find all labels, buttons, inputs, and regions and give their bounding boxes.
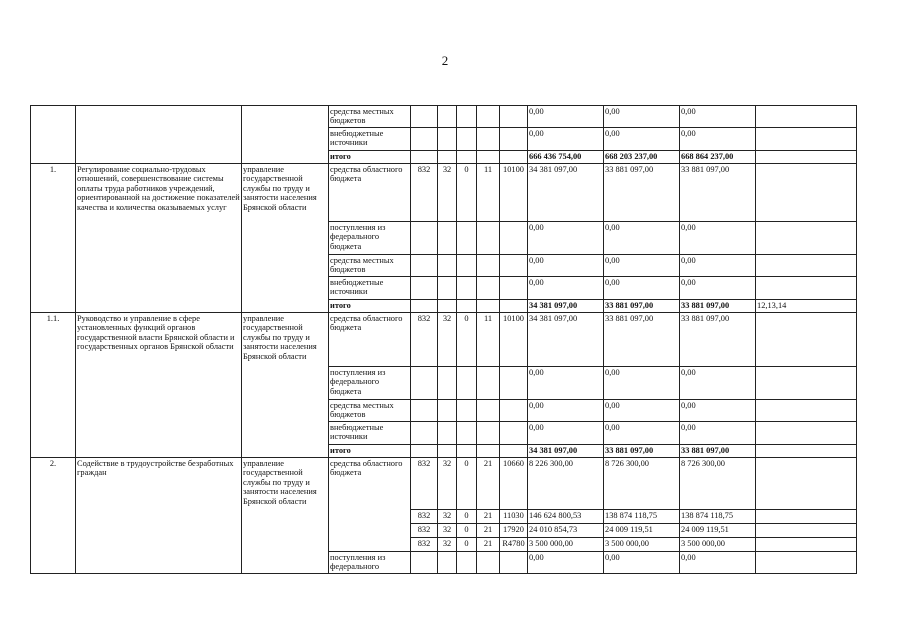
page-number: 2 [441, 53, 449, 68]
code-program: 32 [438, 524, 457, 538]
amount-year1: 0,00 [528, 128, 604, 151]
executor: управление государственной службы по труду и занятости населения Брянской области [242, 164, 329, 313]
amount-year1: 24 010 854,73 [528, 524, 604, 538]
code-event: 21 [477, 458, 500, 510]
amount-year3: 0,00 [680, 128, 756, 151]
amount-year2: 24 009 119,51 [604, 524, 680, 538]
total-year1: 34 381 097,00 [528, 300, 604, 313]
code-subprogram: 0 [457, 538, 477, 552]
indicator-refs: 12,13,14 [756, 300, 857, 313]
amount-year1: 0,00 [528, 552, 604, 574]
amount-year1: 146 624 800,53 [528, 510, 604, 524]
code-program: 32 [438, 538, 457, 552]
code-subprogram: 0 [457, 313, 477, 367]
code-subprogram: 0 [457, 164, 477, 222]
code-direction: 11030 [500, 510, 528, 524]
funding-source: средства областного бюджета [329, 313, 411, 367]
amount-year1: 34 381 097,00 [528, 164, 604, 222]
funding-source: поступления из федерального бюджета [329, 222, 411, 255]
amount-year3: 138 874 118,75 [680, 510, 756, 524]
amount-year3: 8 726 300,00 [680, 458, 756, 510]
amount-year1: 0,00 [528, 106, 604, 128]
code-program: 32 [438, 313, 457, 367]
code-grbs: 832 [411, 313, 438, 367]
total-year2: 33 881 097,00 [604, 445, 680, 458]
funding-source: внебюджетные источники [329, 128, 411, 151]
row-number: 1.1. [31, 313, 76, 458]
table-row [31, 458, 857, 510]
code-grbs: 832 [411, 458, 438, 510]
total-year1: 34 381 097,00 [528, 445, 604, 458]
total-year2: 668 203 237,00 [604, 151, 680, 164]
total-year3: 668 864 237,00 [680, 151, 756, 164]
amount-year3: 0,00 [680, 222, 756, 255]
amount-year3: 0,00 [680, 422, 756, 445]
total-year1: 666 436 754,00 [528, 151, 604, 164]
amount-year1: 34 381 097,00 [528, 313, 604, 367]
table-row [31, 313, 857, 367]
measure-title: Регулирование социально-трудовых отношений, совершенствование системы оплаты труда работников учреждений, ориентированной на достижение показателей качества и количества оказываемых услуг [76, 164, 242, 313]
amount-year1: 0,00 [528, 255, 604, 277]
code-program: 32 [438, 164, 457, 222]
amount-year1: 0,00 [528, 367, 604, 400]
code-direction: 10100 [500, 164, 528, 222]
code-subprogram: 0 [457, 524, 477, 538]
funding-source: средства областного бюджета [329, 458, 411, 552]
measure-title: Содействие в трудоустройстве безработных граждан [76, 458, 242, 574]
funding-source: средства местных бюджетов [329, 106, 411, 128]
amount-year2: 138 874 118,75 [604, 510, 680, 524]
amount-year1: 0,00 [528, 222, 604, 255]
amount-year2: 0,00 [604, 106, 680, 128]
code-event: 11 [477, 164, 500, 222]
amount-year1: 8 226 300,00 [528, 458, 604, 510]
amount-year1: 0,00 [528, 422, 604, 445]
table-row [31, 164, 857, 222]
funding-source: средства областного бюджета [329, 164, 411, 222]
amount-year2: 0,00 [604, 277, 680, 300]
amount-year3: 0,00 [680, 367, 756, 400]
amount-year1: 0,00 [528, 277, 604, 300]
amount-year3: 0,00 [680, 106, 756, 128]
amount-year3: 3 500 000,00 [680, 538, 756, 552]
total-year2: 33 881 097,00 [604, 300, 680, 313]
amount-year2: 0,00 [604, 422, 680, 445]
total-year3: 33 881 097,00 [680, 445, 756, 458]
amount-year2: 8 726 300,00 [604, 458, 680, 510]
amount-year1: 3 500 000,00 [528, 538, 604, 552]
total-year3: 33 881 097,00 [680, 300, 756, 313]
amount-year2: 0,00 [604, 255, 680, 277]
measure-title: Руководство и управление в сфере установленных функций органов государственной власти Брянской области и государственных органов Брянской области [76, 313, 242, 458]
row-number: 1. [31, 164, 76, 313]
code-grbs: 832 [411, 164, 438, 222]
executor: управление государственной службы по труду и занятости населения Брянской области [242, 313, 329, 458]
code-event: 21 [477, 538, 500, 552]
amount-year3: 24 009 119,51 [680, 524, 756, 538]
row-number: 2. [31, 458, 76, 574]
amount-year2: 0,00 [604, 222, 680, 255]
code-event: 21 [477, 510, 500, 524]
funding-source: средства местных бюджетов [329, 400, 411, 422]
code-direction: 10660 [500, 458, 528, 510]
amount-year3: 33 881 097,00 [680, 164, 756, 222]
code-grbs: 832 [411, 510, 438, 524]
amount-year3: 0,00 [680, 277, 756, 300]
funding-source: внебюджетные источники [329, 277, 411, 300]
amount-year2: 0,00 [604, 128, 680, 151]
amount-year2: 0,00 [604, 367, 680, 400]
amount-year3: 0,00 [680, 255, 756, 277]
budget-table [30, 105, 857, 574]
funding-source: внебюджетные источники [329, 422, 411, 445]
funding-source: поступления из федерального бюджета [329, 367, 411, 400]
amount-year2: 3 500 000,00 [604, 538, 680, 552]
amount-year2: 0,00 [604, 400, 680, 422]
total-label: итого [329, 445, 411, 458]
amount-year1: 0,00 [528, 400, 604, 422]
code-event: 21 [477, 524, 500, 538]
executor: управление государственной службы по труду и занятости населения Брянской области [242, 458, 329, 574]
amount-year3: 0,00 [680, 400, 756, 422]
amount-year2: 33 881 097,00 [604, 164, 680, 222]
amount-year3: 0,00 [680, 552, 756, 574]
funding-source: поступления из федерального [329, 552, 411, 574]
amount-year2: 0,00 [604, 552, 680, 574]
amount-year3: 33 881 097,00 [680, 313, 756, 367]
code-subprogram: 0 [457, 510, 477, 524]
code-event: 11 [477, 313, 500, 367]
code-direction: R4780 [500, 538, 528, 552]
amount-year2: 33 881 097,00 [604, 313, 680, 367]
code-program: 32 [438, 458, 457, 510]
code-direction: 17920 [500, 524, 528, 538]
table-row [31, 106, 857, 128]
total-label: итого [329, 300, 411, 313]
code-program: 32 [438, 510, 457, 524]
code-grbs: 832 [411, 538, 438, 552]
total-label: итого [329, 151, 411, 164]
code-subprogram: 0 [457, 458, 477, 510]
code-direction: 10100 [500, 313, 528, 367]
funding-source: средства местных бюджетов [329, 255, 411, 277]
code-grbs: 832 [411, 524, 438, 538]
